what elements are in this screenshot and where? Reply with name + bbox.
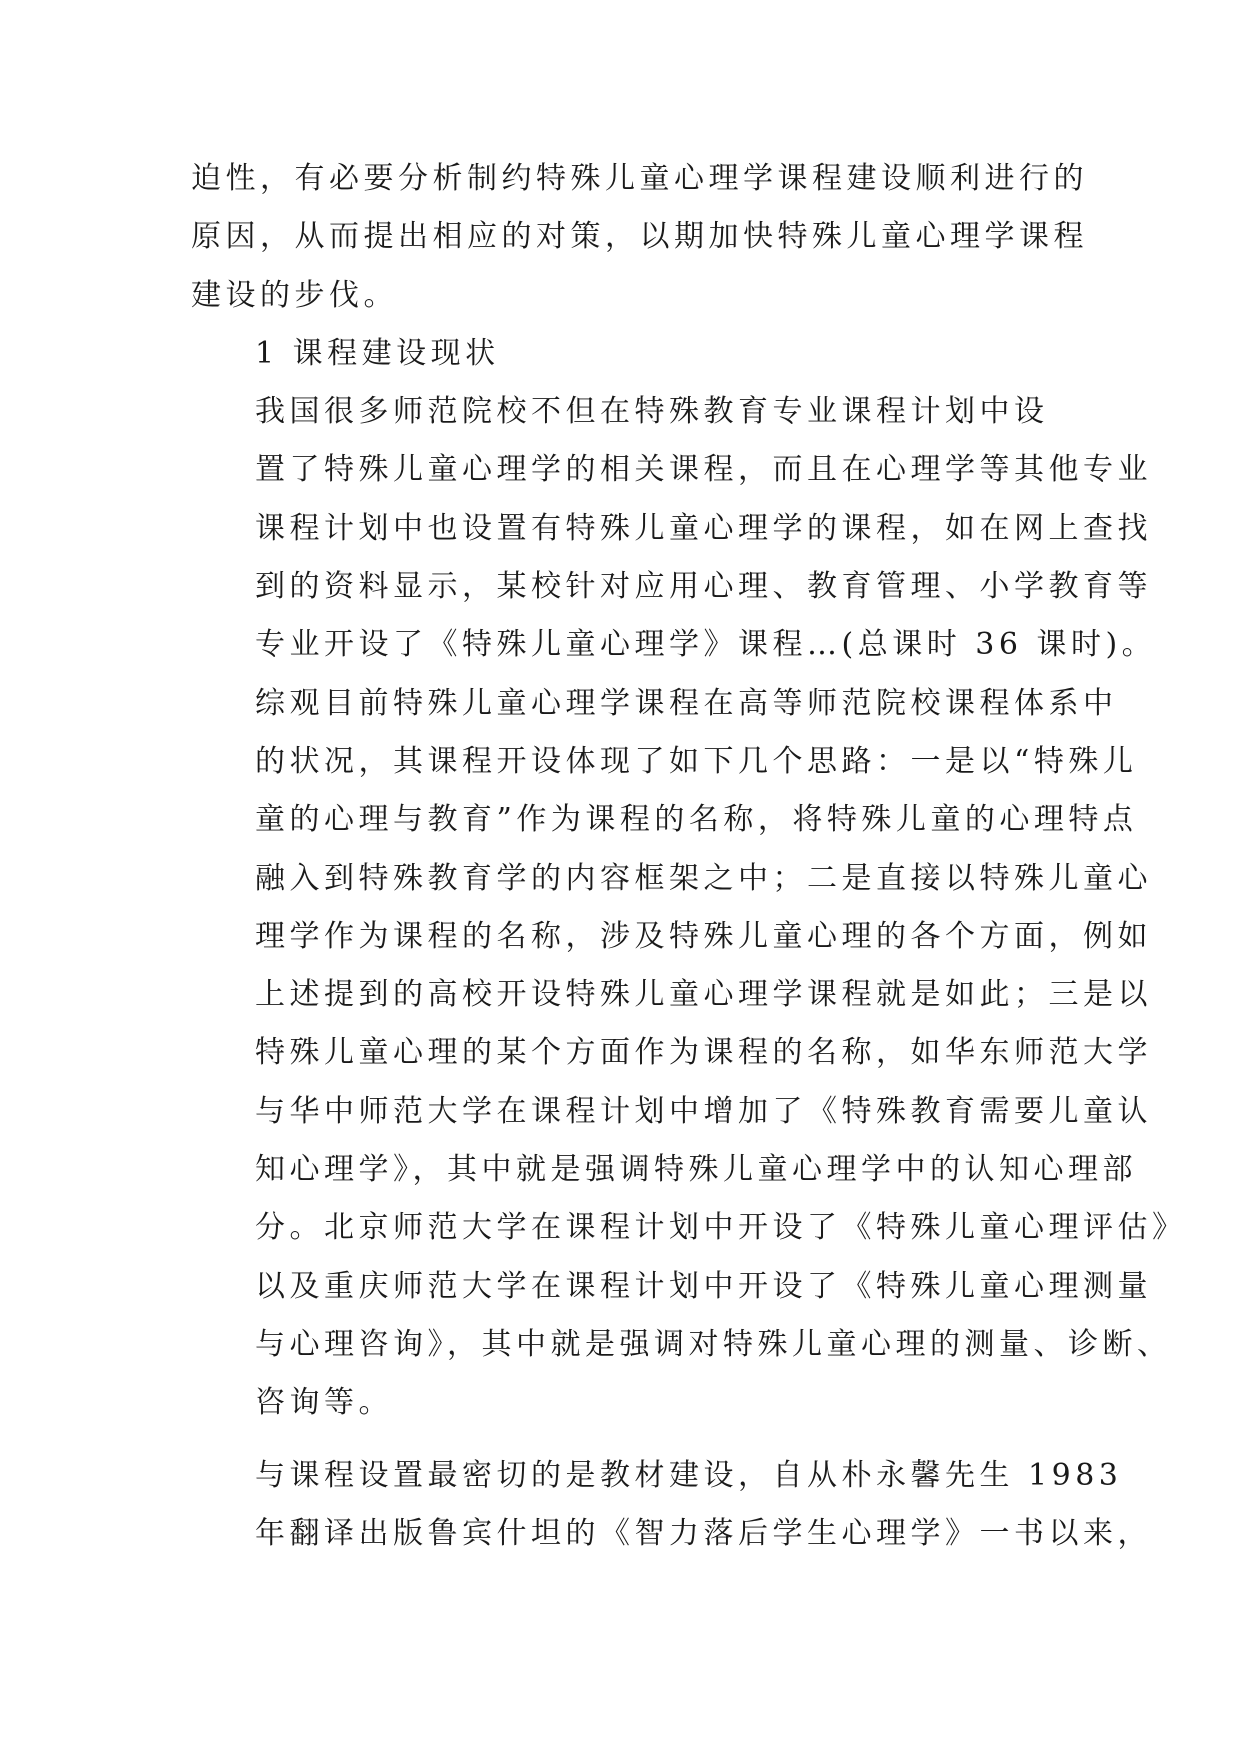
text-line: 上述提到的高校开设特殊儿童心理学课程就是如此；三是以 — [255, 977, 1152, 1013]
text-line: 与心理咨询》，其中就是强调对特殊儿童心理的测量、诊断、 — [255, 1326, 1172, 1362]
section-heading — [191, 325, 1051, 383]
text-line: 特殊儿童心理的某个方面作为课程的名称，如华东师范大学 — [255, 1035, 1152, 1071]
paragraph-course-status — [191, 383, 1187, 1432]
text-line: 建设的步伐。 — [191, 277, 398, 313]
text-line: 课程计划中也设置有特殊儿童心理学的课程，如在网上查找 — [255, 510, 1152, 546]
paragraph-textbook — [191, 1447, 1152, 1564]
text-line: 融入到特殊教育学的内容框架之中；二是直接以特殊儿童心 — [255, 860, 1152, 896]
text-line: 的状况，其课程开设体现了如下几个思路：一是以“特殊儿 — [255, 743, 1138, 779]
text-line: 与课程设置最密切的是教材建设，自从朴永馨先生 1983 — [255, 1457, 1123, 1493]
text-line: 咨询等。 — [255, 1385, 393, 1421]
text-line: 原因，从而提出相应的对策，以期加快特殊儿童心理学课程 — [191, 219, 1088, 255]
text-line: 我国很多师范院校不但在特殊教育专业课程计划中设 — [255, 394, 1049, 430]
text-line: 到的资料显示，某校针对应用心理、教育管理、小学教育等 — [255, 569, 1152, 605]
text-line: 分。北京师范大学在课程计划中开设了《特殊儿童心理评估》 — [255, 1210, 1187, 1246]
text-line: 置了特殊儿童心理学的相关课程，而且在心理学等其他专业 — [255, 452, 1152, 488]
body-text — [191, 150, 1187, 1563]
text-line: 综观目前特殊儿童心理学课程在高等师范院校课程体系中 — [255, 685, 1118, 721]
text-line: 童的心理与教育”作为课程的名称，将特殊儿童的心理特点 — [255, 802, 1138, 838]
text-line: 专业开设了《特殊儿童心理学》课程…(总课时 36 课时)。 — [255, 627, 1157, 663]
text-line: 以及重庆师范大学在课程计划中开设了《特殊儿童心理测量 — [255, 1268, 1152, 1304]
text-line: 与华中师范大学在课程计划中增加了《特殊教育需要儿童认 — [255, 1093, 1152, 1129]
text-line: 迫性，有必要分析制约特殊儿童心理学课程建设顺利进行的 — [191, 161, 1088, 196]
paragraph-continuation — [191, 150, 1088, 325]
text-line: 知心理学》，其中就是强调特殊儿童心理学中的认知心理部 — [255, 1152, 1137, 1188]
heading-text: 1 课程建设现状 — [255, 335, 500, 371]
text-line: 理学作为课程的名称，涉及特殊儿童心理的各个方面，例如 — [255, 918, 1152, 954]
text-line: 年翻译出版鲁宾什坦的《智力落后学生心理学》一书以来， — [255, 1515, 1152, 1551]
